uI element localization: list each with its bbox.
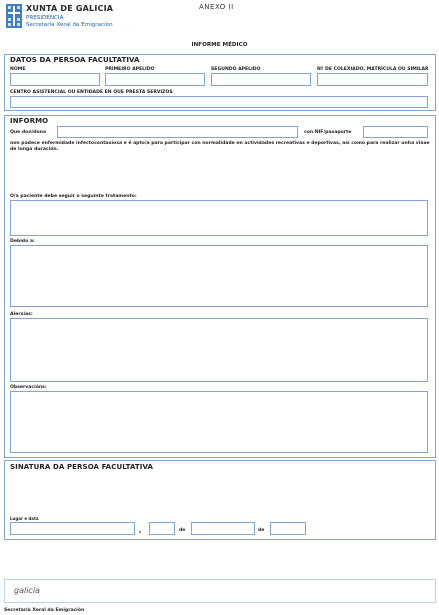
department-name: PRESIDENCIA [26,15,64,21]
surname1-field[interactable] [105,73,205,86]
patient-id-field[interactable] [363,126,428,138]
allergies-field[interactable] [10,318,428,382]
annex-label: ANEXO II [199,3,234,11]
doctor-section-title: DATOS DA PERSOA FACULTATIVA [10,56,140,64]
day-field[interactable] [149,522,175,535]
de-separator-2: de [258,528,265,533]
center-field[interactable] [10,96,428,108]
patient-label: Que don/dona [10,130,47,135]
secretariat-name: Secretaría Xeral da Emigración [26,22,113,28]
place-field[interactable] [10,522,135,535]
comma-separator: , [139,527,142,534]
id-label: con NIF/pasaporte [304,130,352,135]
surname1-label: PRIMEIRO APELIDO [105,67,155,72]
surname2-field[interactable] [211,73,311,86]
report-section-title: INFORMO [10,117,49,125]
observations-field[interactable] [10,391,428,453]
signature-section-title: SINATURA DA PERSOA FACULTATIVA [10,463,154,471]
fitness-statement: non padece enfermidade infectocontaxiosa e é apto/a para participar con normalidade en actividades recreativas e deportivas, así como para realizar unha viaxe de longa duración. [10,141,430,152]
allergies-label: Alerxias: [10,312,33,317]
observations-label: Observacións: [10,385,47,390]
due-to-label: Debido a: [10,239,35,244]
xunta-cross-logo-icon [6,4,22,28]
month-field[interactable] [191,522,255,535]
year-field[interactable] [270,522,306,535]
de-separator-1: de [179,528,186,533]
patient-name-field[interactable] [57,126,298,138]
due-to-field[interactable] [10,245,428,307]
collegiate-label: Nº DE COLEXIADO, MATRÍCULA OU SIMILAR [317,67,429,72]
collegiate-number-field[interactable] [317,73,428,86]
treatment-field[interactable] [10,200,428,236]
name-label: NOME [10,67,26,72]
name-field[interactable] [10,73,100,86]
footer-box [4,579,436,603]
place-date-label: Lugar e data [10,516,39,521]
org-name: XUNTA DE GALICIA [26,4,114,13]
document-title: INFORME MÉDICO [191,42,248,48]
surname2-label: SEGUNDO APELIDO [211,67,261,72]
galicia-brand-logo: galicia [14,586,40,595]
treatment-label: O/a paciente debe seguir o seguinte tratamento: [10,194,137,199]
center-label: CENTRO ASISTENCIAL OU ENTIDADE EN QUE PRESTA SERVIZOS [10,90,173,95]
footer-secretariat: Secretaría Xeral da Emigración [4,608,85,613]
